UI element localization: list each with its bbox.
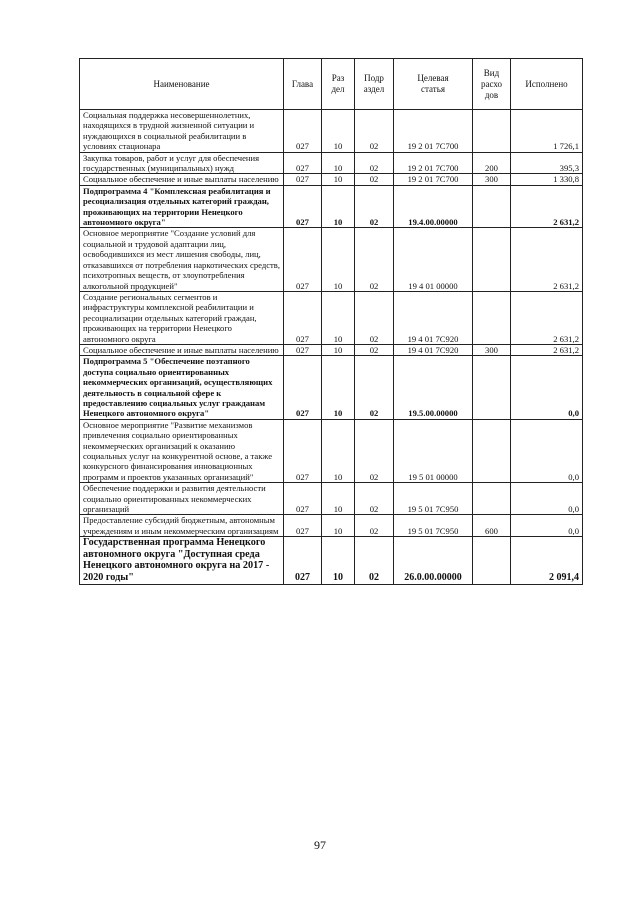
cell-name: Подпрограмма 4 "Комплексная реабилитация и ресоциализация отдельных категорий граждан, проживающих на территории Ненецкого автономного округа" bbox=[80, 185, 284, 228]
cell-article: 19 4 01 00000 bbox=[394, 228, 473, 291]
cell-article: 26.0.00.00000 bbox=[394, 537, 473, 584]
cell-name: Обеспечение поддержки и развития деятельности социально ориентированных некоммерческих организаций bbox=[80, 483, 284, 515]
cell-result: 0,0 bbox=[511, 419, 583, 482]
header-podrazdel: Подр аздел bbox=[355, 59, 394, 110]
cell-glava: 027 bbox=[284, 356, 322, 419]
table-row bbox=[80, 152, 583, 174]
cell-glava: 027 bbox=[284, 185, 322, 228]
table-row bbox=[80, 537, 583, 584]
table-row bbox=[80, 419, 583, 482]
table-row bbox=[80, 483, 583, 515]
cell-glava: 027 bbox=[284, 110, 322, 153]
cell-podrazdel: 02 bbox=[355, 515, 394, 537]
cell-razdel: 10 bbox=[322, 291, 355, 344]
cell-podrazdel: 02 bbox=[355, 152, 394, 174]
table-body bbox=[80, 110, 583, 585]
cell-vid: 200 bbox=[473, 152, 511, 174]
cell-article: 19 4 01 7С920 bbox=[394, 291, 473, 344]
cell-podrazdel: 02 bbox=[355, 174, 394, 185]
cell-vid bbox=[473, 419, 511, 482]
header-result: Исполнено bbox=[511, 59, 583, 110]
cell-podrazdel: 02 bbox=[355, 228, 394, 291]
cell-name: Государственная программа Ненецкого автономного округа "Доступная среда Ненецкого автономного округа на 2017 - 2020 годы" bbox=[80, 537, 284, 584]
cell-name: Создание региональных сегментов и инфраструктуры комплексной реабилитации и ресоциализации отдельных категорий граждан, проживающих на территории Ненецкого автономного округа bbox=[80, 291, 284, 344]
header-razdel: Раз дел bbox=[322, 59, 355, 110]
cell-podrazdel: 02 bbox=[355, 344, 394, 355]
cell-result: 395,3 bbox=[511, 152, 583, 174]
cell-article: 19.5.00.00000 bbox=[394, 356, 473, 419]
cell-name: Основное мероприятие "Развитие механизмов привлечения социально ориентированных некоммерческих организаций к оказанию социальных услуг на конкурентной основе, а также конкурсного финансирования инновационных программ и проектов указанных организаций" bbox=[80, 419, 284, 482]
cell-name: Закупка товаров, работ и услуг для обеспечения государственных (муниципальных) нужд bbox=[80, 152, 284, 174]
cell-vid bbox=[473, 185, 511, 228]
cell-name: Подпрограмма 5 "Обеспечение поэтапного доступа социально ориентированных некоммерческих организаций, осуществляющих деятельность в социальной сфере к предоставлению социальных услуг гражданам Ненецкого автономного округа" bbox=[80, 356, 284, 419]
cell-result: 2 091,4 bbox=[511, 537, 583, 584]
cell-result: 2 631,2 bbox=[511, 185, 583, 228]
cell-vid: 600 bbox=[473, 515, 511, 537]
cell-vid: 300 bbox=[473, 174, 511, 185]
cell-glava: 027 bbox=[284, 537, 322, 584]
cell-podrazdel: 02 bbox=[355, 291, 394, 344]
cell-article: 19 5 01 00000 bbox=[394, 419, 473, 482]
header-article: Целевая статья bbox=[394, 59, 473, 110]
cell-result: 2 631,2 bbox=[511, 228, 583, 291]
cell-razdel: 10 bbox=[322, 483, 355, 515]
cell-razdel: 10 bbox=[322, 110, 355, 153]
cell-razdel: 10 bbox=[322, 185, 355, 228]
table-row bbox=[80, 291, 583, 344]
cell-result: 0,0 bbox=[511, 515, 583, 537]
table-row bbox=[80, 344, 583, 355]
cell-vid bbox=[473, 291, 511, 344]
cell-result: 2 631,2 bbox=[511, 344, 583, 355]
cell-razdel: 10 bbox=[322, 356, 355, 419]
cell-name: Социальное обеспечение и иные выплаты населению bbox=[80, 174, 284, 185]
table-row bbox=[80, 228, 583, 291]
cell-article: 19 2 01 7С700 bbox=[394, 152, 473, 174]
table-row bbox=[80, 110, 583, 153]
cell-glava: 027 bbox=[284, 344, 322, 355]
cell-glava: 027 bbox=[284, 291, 322, 344]
cell-vid bbox=[473, 483, 511, 515]
cell-name: Социальная поддержка несовершеннолетних, находящихся в трудной жизненной ситуации и нуждающихся в социальной реабилитации в условиях стационара bbox=[80, 110, 284, 153]
cell-glava: 027 bbox=[284, 152, 322, 174]
cell-vid bbox=[473, 228, 511, 291]
table-row bbox=[80, 356, 583, 419]
cell-name: Основное мероприятие "Создание условий для социальной и трудовой адаптации лиц, освободившихся из мест лишения свободы, лиц, отказавшихся от потребления наркотических средств, психотропных веществ, от злоупотребления алкогольной продукцией" bbox=[80, 228, 284, 291]
cell-podrazdel: 02 bbox=[355, 185, 394, 228]
cell-podrazdel: 02 bbox=[355, 110, 394, 153]
cell-podrazdel: 02 bbox=[355, 537, 394, 584]
cell-article: 19 2 01 7С700 bbox=[394, 174, 473, 185]
cell-razdel: 10 bbox=[322, 228, 355, 291]
cell-podrazdel: 02 bbox=[355, 356, 394, 419]
cell-podrazdel: 02 bbox=[355, 419, 394, 482]
cell-result: 0,0 bbox=[511, 356, 583, 419]
table-row bbox=[80, 185, 583, 228]
header-glava: Глава bbox=[284, 59, 322, 110]
cell-podrazdel: 02 bbox=[355, 483, 394, 515]
table-row bbox=[80, 515, 583, 537]
cell-result: 1 330,8 bbox=[511, 174, 583, 185]
cell-razdel: 10 bbox=[322, 152, 355, 174]
cell-article: 19 5 01 7С950 bbox=[394, 515, 473, 537]
page-number: 97 bbox=[314, 838, 326, 852]
cell-article: 19 5 01 7С950 bbox=[394, 483, 473, 515]
header-name: Наименование bbox=[80, 59, 284, 110]
cell-vid bbox=[473, 537, 511, 584]
cell-glava: 027 bbox=[284, 419, 322, 482]
cell-razdel: 10 bbox=[322, 515, 355, 537]
cell-result: 2 631,2 bbox=[511, 291, 583, 344]
cell-razdel: 10 bbox=[322, 537, 355, 584]
cell-article: 19.4.00.00000 bbox=[394, 185, 473, 228]
cell-name: Социальное обеспечение и иные выплаты населению bbox=[80, 344, 284, 355]
cell-result: 0,0 bbox=[511, 483, 583, 515]
table-row bbox=[80, 174, 583, 185]
cell-result: 1 726,1 bbox=[511, 110, 583, 153]
header-vid: Вид расхо дов bbox=[473, 59, 511, 110]
cell-vid: 300 bbox=[473, 344, 511, 355]
cell-glava: 027 bbox=[284, 174, 322, 185]
cell-glava: 027 bbox=[284, 515, 322, 537]
cell-article: 19 2 01 7С700 bbox=[394, 110, 473, 153]
budget-table bbox=[79, 58, 583, 585]
cell-glava: 027 bbox=[284, 483, 322, 515]
cell-article: 19 4 01 7С920 bbox=[394, 344, 473, 355]
cell-razdel: 10 bbox=[322, 174, 355, 185]
cell-glava: 027 bbox=[284, 228, 322, 291]
cell-name: Предоставление субсидий бюджетным, автономным учреждениям и иным некоммерческим организациям bbox=[80, 515, 284, 537]
table-header-row bbox=[80, 59, 583, 110]
cell-vid bbox=[473, 356, 511, 419]
cell-vid bbox=[473, 110, 511, 153]
cell-razdel: 10 bbox=[322, 344, 355, 355]
cell-razdel: 10 bbox=[322, 419, 355, 482]
